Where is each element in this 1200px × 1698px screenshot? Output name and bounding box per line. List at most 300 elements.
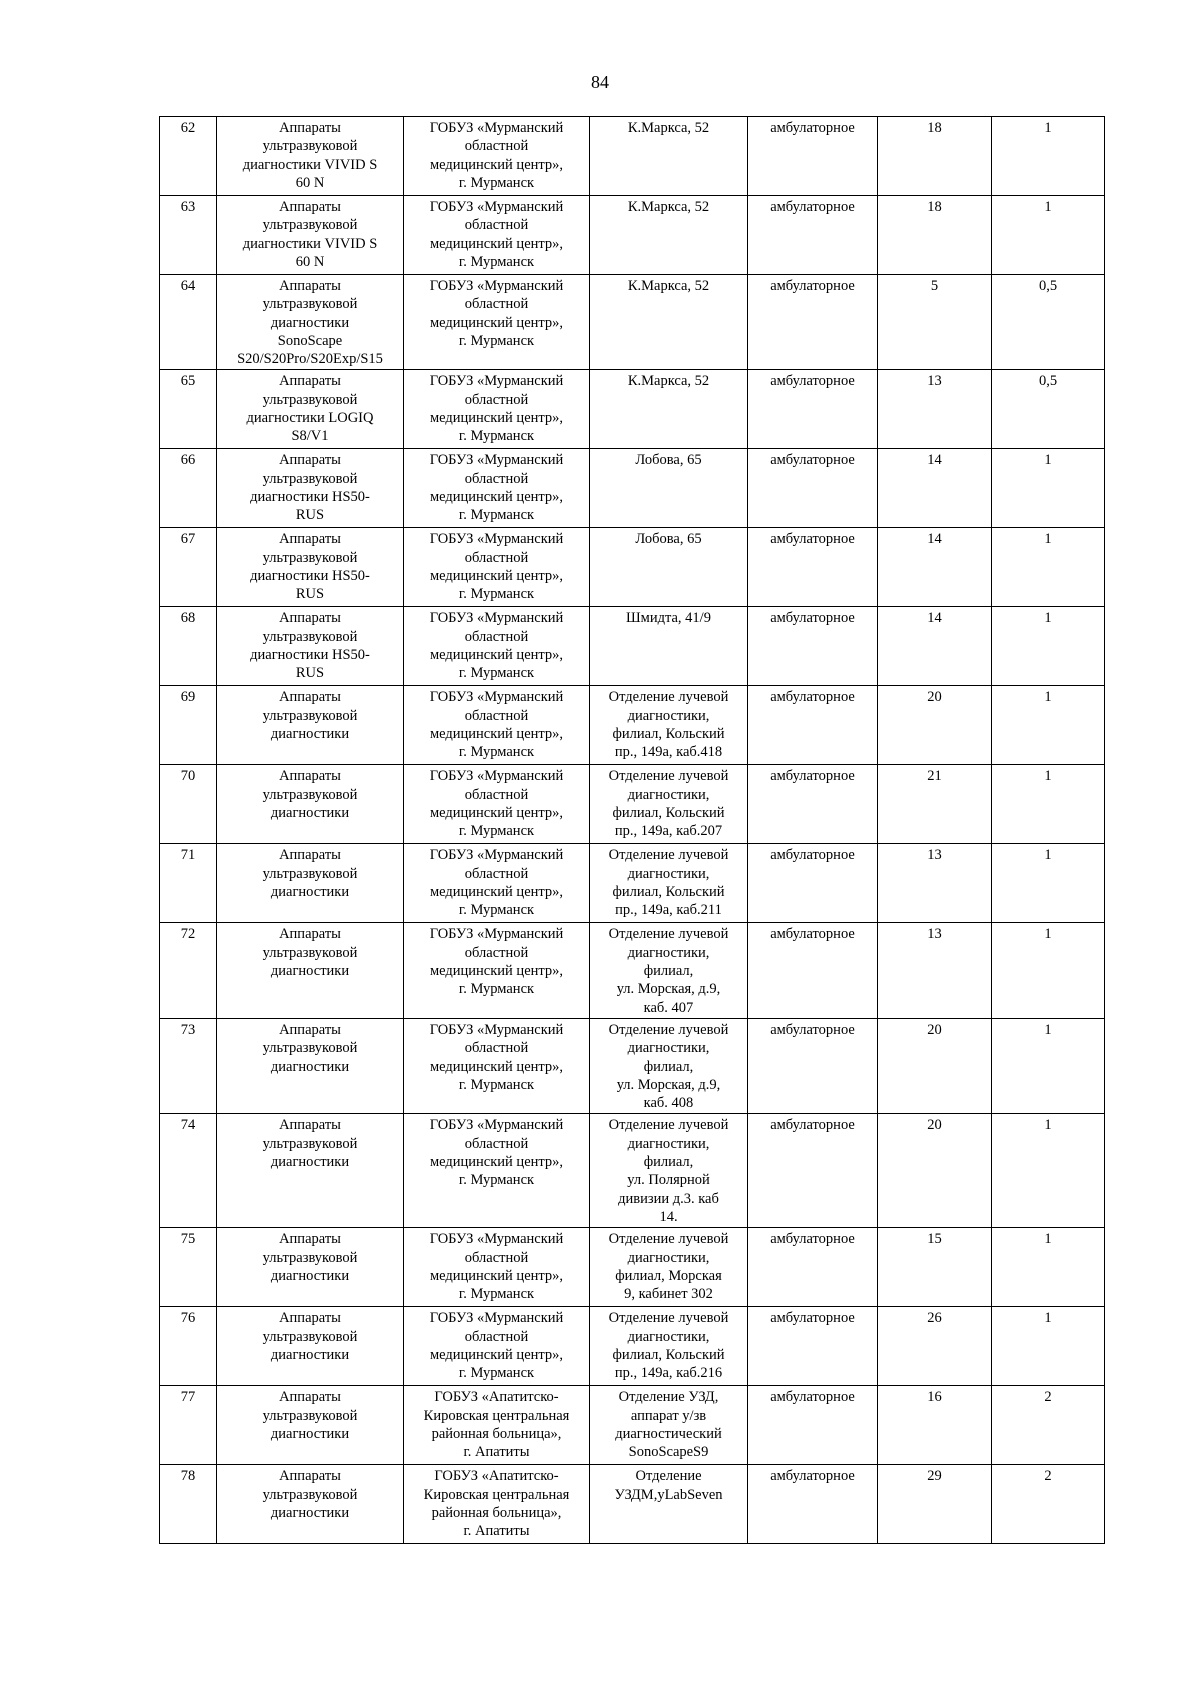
cell-device-line: ультразвуковой <box>262 1407 358 1424</box>
cell-quantity-2: 1 <box>992 765 1105 844</box>
cell-quantity-2: 1 <box>992 1018 1105 1113</box>
cell-address-line: филиал, <box>643 1154 694 1171</box>
cell-organization-line: медицинский центр», <box>429 1346 564 1363</box>
cell-organization-line: медицинский центр», <box>429 314 564 331</box>
cell-device-line: Аппараты <box>279 531 341 548</box>
cell-organization-line: ГОБУЗ «Мурманский <box>429 1021 564 1038</box>
cell-quantity-1: 13 <box>878 923 992 1018</box>
cell-organization <box>404 686 590 765</box>
cell-organization-line: ГОБУЗ «Мурманский <box>429 531 564 548</box>
page-number: 84 <box>591 72 609 92</box>
cell-device-line: SonoScape <box>277 332 343 349</box>
cell-device-line: диагностики HS50- <box>250 568 370 585</box>
cell-organization-line: ГОБУЗ «Мурманский <box>429 452 564 469</box>
cell-organization-line: медицинский центр», <box>429 489 564 506</box>
cell-device-line: Аппараты <box>279 847 341 864</box>
cell-care-type: амбулаторное <box>748 844 878 923</box>
cell-address-line: филиал, Кольский <box>612 805 725 822</box>
cell-address <box>590 844 748 923</box>
cell-organization-line: медицинский центр», <box>429 568 564 585</box>
cell-device-line: RUS <box>295 507 325 524</box>
table-row <box>160 449 1105 528</box>
cell-device-line: ультразвуковой <box>262 549 358 566</box>
cell-quantity-2: 1 <box>992 117 1105 196</box>
cell-number: 63 <box>160 196 217 275</box>
cell-device <box>217 196 404 275</box>
cell-organization-line: областной <box>464 296 529 313</box>
cell-organization-line: г. Мурманск <box>458 744 535 761</box>
cell-organization <box>404 449 590 528</box>
cell-address-line: ул. Полярной <box>627 1172 710 1189</box>
cell-device-line: ультразвуковой <box>262 1486 358 1503</box>
cell-organization-line: ГОБУЗ «Мурманский <box>429 120 564 136</box>
cell-organization-line: ГОБУЗ «Мурманский <box>429 689 564 706</box>
cell-address-line: 9, кабинет 302 <box>624 1286 713 1303</box>
cell-address <box>590 117 748 196</box>
cell-address-line: филиал, Кольский <box>612 726 725 743</box>
cell-quantity-2: 2 <box>992 1386 1105 1465</box>
cell-care-type: амбулаторное <box>748 1386 878 1465</box>
cell-organization-line: медицинский центр», <box>429 726 564 743</box>
cell-quantity-2: 1 <box>992 923 1105 1018</box>
cell-quantity-1: 14 <box>878 528 992 607</box>
cell-address <box>590 196 748 275</box>
cell-address-line: Лобова, 65 <box>635 531 702 548</box>
table-row <box>160 1228 1105 1307</box>
cell-care-type: амбулаторное <box>748 686 878 765</box>
cell-organization-line: г. Мурманск <box>458 1172 535 1189</box>
cell-device <box>217 370 404 449</box>
cell-address <box>590 275 748 370</box>
cell-organization-line: медицинский центр», <box>429 156 564 173</box>
cell-address <box>590 1465 748 1544</box>
cell-address-line: Отделение УЗД, <box>618 1389 719 1406</box>
cell-device-line: диагностики <box>270 1058 350 1075</box>
cell-address <box>590 1114 748 1228</box>
cell-address-line: диагностики, <box>627 786 710 803</box>
cell-address-line: Отделение <box>635 1468 702 1485</box>
cell-organization-line: г. Апатиты <box>463 1444 530 1461</box>
cell-device-line: диагностики <box>270 314 350 331</box>
cell-device-line: ультразвуковой <box>262 1328 358 1345</box>
cell-device <box>217 449 404 528</box>
cell-number: 70 <box>160 765 217 844</box>
cell-address-line: SonoScapeS9 <box>628 1444 709 1461</box>
cell-organization <box>404 117 590 196</box>
table-row <box>160 765 1105 844</box>
cell-device-line: ультразвуковой <box>262 391 358 408</box>
cell-organization <box>404 844 590 923</box>
table-row <box>160 196 1105 275</box>
cell-organization-line: медицинский центр», <box>429 235 564 252</box>
cell-address <box>590 686 748 765</box>
cell-number: 76 <box>160 1307 217 1386</box>
cell-organization-line: г. Мурманск <box>458 428 535 445</box>
cell-address-line: ул. Морская, д.9, <box>616 1076 721 1093</box>
cell-organization-line: г. Мурманск <box>458 823 535 840</box>
cell-address-line: пр., 149а, каб.216 <box>614 1365 723 1382</box>
cell-address-line: пр., 149а, каб.211 <box>615 902 722 919</box>
cell-organization-line: областной <box>464 391 529 408</box>
cell-organization-line: областной <box>464 1249 529 1266</box>
cell-device <box>217 1386 404 1465</box>
table-row <box>160 1114 1105 1228</box>
cell-address <box>590 370 748 449</box>
cell-device-line: Аппараты <box>279 1231 341 1248</box>
cell-device <box>217 686 404 765</box>
cell-organization-line: областной <box>464 1328 529 1345</box>
cell-number: 67 <box>160 528 217 607</box>
cell-device <box>217 1307 404 1386</box>
cell-organization-line: областной <box>464 1135 529 1152</box>
cell-address-line: диагностики, <box>627 1040 710 1057</box>
cell-organization-line: ГОБУЗ «Апатитско- <box>434 1468 559 1485</box>
cell-address <box>590 1228 748 1307</box>
cell-organization-line: Кировская центральная <box>423 1407 570 1424</box>
cell-organization <box>404 1386 590 1465</box>
cell-address <box>590 528 748 607</box>
cell-organization-line: ГОБУЗ «Мурманский <box>429 1117 564 1134</box>
cell-organization-line: областной <box>464 138 529 155</box>
cell-organization <box>404 607 590 686</box>
cell-address <box>590 923 748 1018</box>
cell-device-line: ультразвуковой <box>262 707 358 724</box>
cell-device-line: ультразвуковой <box>262 296 358 313</box>
cell-organization-line: ГОБУЗ «Мурманский <box>429 768 564 785</box>
cell-organization-line: медицинский центр», <box>429 647 564 664</box>
cell-organization-line: ГОБУЗ «Мурманский <box>429 610 564 627</box>
cell-number: 68 <box>160 607 217 686</box>
cell-quantity-2: 1 <box>992 607 1105 686</box>
cell-address-line: дивизии д.3. каб <box>618 1190 719 1207</box>
cell-device-line: Аппараты <box>279 689 341 706</box>
cell-care-type: амбулаторное <box>748 275 878 370</box>
cell-number: 66 <box>160 449 217 528</box>
cell-quantity-1: 14 <box>878 607 992 686</box>
cell-device <box>217 528 404 607</box>
cell-care-type: амбулаторное <box>748 1114 878 1228</box>
cell-device-line: диагностики <box>270 1504 350 1521</box>
cell-device-line: ультразвуковой <box>262 786 358 803</box>
cell-care-type: амбулаторное <box>748 765 878 844</box>
cell-device-line: Аппараты <box>279 278 341 294</box>
cell-quantity-1: 13 <box>878 370 992 449</box>
cell-address-line: диагностики, <box>627 707 710 724</box>
table-row <box>160 607 1105 686</box>
cell-device-line: диагностики <box>270 1346 350 1363</box>
cell-organization <box>404 1228 590 1307</box>
cell-number: 65 <box>160 370 217 449</box>
table-row <box>160 844 1105 923</box>
cell-organization-line: медицинский центр», <box>429 963 564 980</box>
cell-device-line: Аппараты <box>279 610 341 627</box>
cell-device-line: диагностики VIVID S <box>242 235 378 252</box>
cell-address-line: филиал, Кольский <box>612 884 725 901</box>
cell-address-line: аппарат у/зв <box>630 1407 707 1424</box>
cell-quantity-2: 1 <box>992 449 1105 528</box>
cell-organization <box>404 275 590 370</box>
table-body <box>160 117 1105 1544</box>
table-row <box>160 1307 1105 1386</box>
cell-device-line: диагностики VIVID S <box>242 156 378 173</box>
cell-device-line: ультразвуковой <box>262 628 358 645</box>
cell-device <box>217 923 404 1018</box>
cell-organization-line: ГОБУЗ «Мурманский <box>429 1231 564 1248</box>
cell-address-line: Лобова, 65 <box>635 452 702 469</box>
cell-address-line: филиал, <box>643 963 694 980</box>
cell-quantity-2: 1 <box>992 1228 1105 1307</box>
cell-address-line: К.Маркса, 52 <box>627 373 710 390</box>
cell-organization-line: г. Мурманск <box>458 981 535 998</box>
table-row <box>160 528 1105 607</box>
cell-quantity-2: 1 <box>992 1307 1105 1386</box>
cell-address-line: Отделение лучевой <box>608 1231 729 1248</box>
cell-device-line: диагностики <box>270 963 350 980</box>
cell-quantity-1: 5 <box>878 275 992 370</box>
cell-address-line: Отделение лучевой <box>608 768 729 785</box>
cell-care-type: амбулаторное <box>748 117 878 196</box>
cell-device-line: Аппараты <box>279 1117 341 1134</box>
cell-device-line: Аппараты <box>279 199 341 215</box>
cell-quantity-2: 1 <box>992 528 1105 607</box>
cell-address <box>590 449 748 528</box>
cell-organization-line: г. Мурманск <box>458 507 535 524</box>
cell-address-line: 14. <box>659 1208 678 1225</box>
cell-organization <box>404 528 590 607</box>
cell-organization <box>404 1114 590 1228</box>
cell-device-line: Аппараты <box>279 1389 341 1406</box>
cell-device-line: ультразвуковой <box>262 217 358 234</box>
cell-device-line: ультразвуковой <box>262 865 358 882</box>
cell-organization-line: г. Мурманск <box>458 253 535 270</box>
cell-quantity-1: 29 <box>878 1465 992 1544</box>
cell-quantity-1: 26 <box>878 1307 992 1386</box>
cell-address-line: диагностики, <box>627 944 710 961</box>
cell-quantity-2: 2 <box>992 1465 1105 1544</box>
cell-care-type: амбулаторное <box>748 196 878 275</box>
cell-quantity-2: 1 <box>992 196 1105 275</box>
cell-device-line: диагностики HS50- <box>250 489 370 506</box>
cell-device-line: диагностики <box>270 1154 350 1171</box>
cell-device-line: ультразвуковой <box>262 138 358 155</box>
cell-device-line: RUS <box>295 665 325 682</box>
cell-organization <box>404 196 590 275</box>
cell-organization-line: Кировская центральная <box>423 1486 570 1503</box>
cell-organization-line: областной <box>464 1040 529 1057</box>
cell-device-line: ультразвуковой <box>262 1135 358 1152</box>
cell-care-type: амбулаторное <box>748 370 878 449</box>
cell-device <box>217 765 404 844</box>
cell-device <box>217 1465 404 1544</box>
cell-device-line: диагностики <box>270 884 350 901</box>
cell-quantity-1: 20 <box>878 686 992 765</box>
cell-address-line: ул. Морская, д.9, <box>616 981 721 998</box>
cell-address-line: К.Маркса, 52 <box>627 278 710 294</box>
cell-quantity-1: 18 <box>878 196 992 275</box>
cell-address-line: пр., 149а, каб.418 <box>614 744 723 761</box>
cell-quantity-2: 1 <box>992 844 1105 923</box>
cell-organization-line: г. Мурманск <box>458 586 535 603</box>
cell-device-line: ультразвуковой <box>262 944 358 961</box>
cell-address-line: каб. 407 <box>643 999 694 1016</box>
cell-device-line: S8/V1 <box>291 428 329 445</box>
cell-organization-line: областной <box>464 628 529 645</box>
cell-quantity-2: 1 <box>992 1114 1105 1228</box>
cell-organization-line: г. Мурманск <box>458 665 535 682</box>
cell-number: 77 <box>160 1386 217 1465</box>
cell-address <box>590 1386 748 1465</box>
cell-device-line: диагностики <box>270 1267 350 1284</box>
cell-organization-line: районная больница», <box>431 1425 562 1442</box>
cell-organization-line: ГОБУЗ «Мурманский <box>429 373 564 390</box>
cell-address-line: диагностики, <box>627 865 710 882</box>
cell-device-line: Аппараты <box>279 1468 341 1485</box>
cell-care-type: амбулаторное <box>748 528 878 607</box>
cell-device-line: диагностики HS50- <box>250 647 370 664</box>
cell-address <box>590 765 748 844</box>
cell-device-line: диагностики LOGIQ <box>246 410 374 427</box>
cell-organization-line: областной <box>464 549 529 566</box>
cell-device <box>217 117 404 196</box>
cell-organization-line: медицинский центр», <box>429 1267 564 1284</box>
cell-number: 69 <box>160 686 217 765</box>
cell-address-line: Отделение лучевой <box>608 926 729 943</box>
cell-organization-line: ГОБУЗ «Мурманский <box>429 199 564 215</box>
cell-organization-line: областной <box>464 865 529 882</box>
cell-care-type: амбулаторное <box>748 1307 878 1386</box>
cell-care-type: амбулаторное <box>748 923 878 1018</box>
cell-address-line: диагностики, <box>627 1328 710 1345</box>
cell-care-type: амбулаторное <box>748 1018 878 1113</box>
cell-number: 75 <box>160 1228 217 1307</box>
cell-care-type: амбулаторное <box>748 449 878 528</box>
cell-address-line: Отделение лучевой <box>608 847 729 864</box>
cell-organization <box>404 1465 590 1544</box>
cell-device-line: 60 N <box>295 253 325 270</box>
cell-address-line: К.Маркса, 52 <box>627 199 710 215</box>
cell-organization-line: ГОБУЗ «Апатитско- <box>434 1389 559 1406</box>
cell-address-line: филиал, <box>643 1058 694 1075</box>
cell-device-line: Аппараты <box>279 373 341 390</box>
cell-number: 74 <box>160 1114 217 1228</box>
cell-number: 71 <box>160 844 217 923</box>
cell-device <box>217 1228 404 1307</box>
cell-address-line: Отделение лучевой <box>608 689 729 706</box>
cell-device-line: ультразвуковой <box>262 470 358 487</box>
cell-organization-line: медицинский центр», <box>429 1154 564 1171</box>
cell-organization-line: ГОБУЗ «Мурманский <box>429 926 564 943</box>
cell-quantity-1: 18 <box>878 117 992 196</box>
cell-address-line: филиал, Морская <box>615 1267 722 1284</box>
cell-device-line: диагностики <box>270 1425 350 1442</box>
cell-device-line: диагностики <box>270 805 350 822</box>
cell-device-line: Аппараты <box>279 120 341 136</box>
cell-device-line: ультразвуковой <box>262 1040 358 1057</box>
cell-device <box>217 275 404 370</box>
cell-quantity-2: 1 <box>992 686 1105 765</box>
cell-quantity-2: 0,5 <box>992 370 1105 449</box>
cell-quantity-1: 16 <box>878 1386 992 1465</box>
cell-device <box>217 1018 404 1113</box>
cell-organization-line: г. Апатиты <box>463 1523 530 1540</box>
cell-address-line: диагностики, <box>627 1135 710 1152</box>
cell-address <box>590 1018 748 1113</box>
table-row <box>160 1386 1105 1465</box>
cell-device <box>217 607 404 686</box>
cell-address <box>590 607 748 686</box>
cell-address-line: филиал, Кольский <box>612 1346 725 1363</box>
cell-quantity-1: 15 <box>878 1228 992 1307</box>
table-row <box>160 275 1105 370</box>
cell-address-line: К.Маркса, 52 <box>627 120 710 136</box>
cell-address-line: Отделение лучевой <box>608 1310 729 1327</box>
cell-organization-line: областной <box>464 217 529 234</box>
cell-care-type: амбулаторное <box>748 1465 878 1544</box>
cell-organization-line: г. Мурманск <box>458 332 535 349</box>
cell-quantity-1: 20 <box>878 1018 992 1113</box>
cell-organization <box>404 765 590 844</box>
table-row <box>160 117 1105 196</box>
cell-address-line: Отделение лучевой <box>608 1117 729 1134</box>
cell-care-type: амбулаторное <box>748 1228 878 1307</box>
cell-organization-line: г. Мурманск <box>458 174 535 191</box>
table-row <box>160 1018 1105 1113</box>
cell-organization-line: г. Мурманск <box>458 902 535 919</box>
cell-address-line: диагностики, <box>627 1249 710 1266</box>
cell-address-line: диагностический <box>615 1425 722 1442</box>
cell-organization-line: ГОБУЗ «Мурманский <box>429 1310 564 1327</box>
cell-number: 62 <box>160 117 217 196</box>
cell-organization-line: областной <box>464 786 529 803</box>
cell-number: 72 <box>160 923 217 1018</box>
cell-device-line: Аппараты <box>279 1021 341 1038</box>
cell-quantity-1: 14 <box>878 449 992 528</box>
cell-address <box>590 1307 748 1386</box>
cell-device-line: Аппараты <box>279 452 341 469</box>
cell-organization-line: областной <box>464 707 529 724</box>
cell-organization-line: г. Мурманск <box>458 1365 535 1382</box>
cell-device-line: Аппараты <box>279 926 341 943</box>
cell-organization <box>404 370 590 449</box>
cell-device-line: S20/S20Pro/S20Exp/S15 <box>237 351 383 368</box>
cell-address-line: пр., 149а, каб.207 <box>614 823 723 840</box>
cell-organization-line: медицинский центр», <box>429 410 564 427</box>
table-row <box>160 923 1105 1018</box>
cell-number: 64 <box>160 275 217 370</box>
cell-device-line: Аппараты <box>279 1310 341 1327</box>
cell-quantity-1: 20 <box>878 1114 992 1228</box>
cell-organization-line: г. Мурманск <box>458 1286 535 1303</box>
equipment-table <box>159 116 1105 1544</box>
cell-address-line: Шмидта, 41/9 <box>626 610 711 627</box>
cell-care-type: амбулаторное <box>748 607 878 686</box>
cell-device <box>217 844 404 923</box>
cell-device-line: RUS <box>295 586 325 603</box>
table-row <box>160 370 1105 449</box>
cell-organization <box>404 1018 590 1113</box>
cell-device <box>217 1114 404 1228</box>
cell-device-line: Аппараты <box>279 768 341 785</box>
cell-number: 73 <box>160 1018 217 1113</box>
cell-organization-line: г. Мурманск <box>458 1076 535 1093</box>
cell-address-line: Отделение лучевой <box>608 1021 729 1038</box>
cell-organization-line: районная больница», <box>431 1504 562 1521</box>
cell-device-line: диагностики <box>270 726 350 743</box>
cell-quantity-1: 13 <box>878 844 992 923</box>
cell-device-line: ультразвуковой <box>262 1249 358 1266</box>
cell-number: 78 <box>160 1465 217 1544</box>
cell-organization-line: медицинский центр», <box>429 884 564 901</box>
